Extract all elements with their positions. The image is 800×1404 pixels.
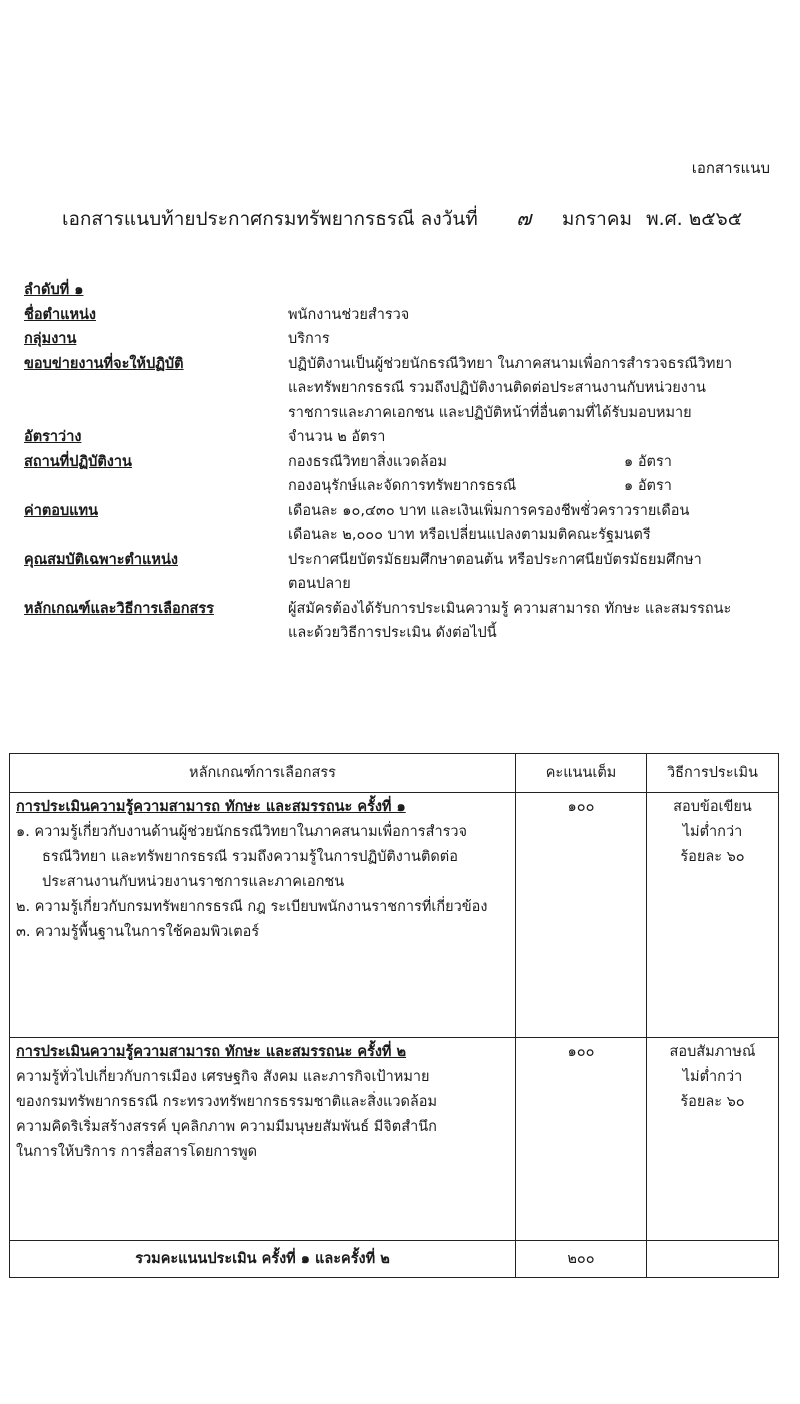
group-label: กลุ่มงาน (24, 331, 77, 347)
date-month: มกราคม (561, 208, 633, 230)
workplace-label: สถานที่ปฏิบัติงาน (24, 453, 132, 470)
total-method (647, 1241, 779, 1278)
method-line: สอบข้อเขียน (673, 799, 752, 815)
qualifications-line: ประกาศนียบัตรมัธยมศึกษาตอนต้น หรือประกาศนียบัตรมัธยมศึกษา (288, 551, 702, 568)
field-selection (24, 597, 784, 646)
criteria-item-text: ๑. ความรู้เกี่ยวกับงานด้านผู้ช่วยนักธรณีวิทยาในภาคสนามเพื่อการสำรวจ (16, 824, 468, 840)
criteria-item-text: ประสานงานกับหน่วยงานราชการและภาคเอกชน (42, 874, 345, 890)
compensation-value (288, 499, 784, 548)
method-line: สอบสัมภาษณ์ (669, 1044, 756, 1060)
qualifications-line: ตอนปลาย (288, 576, 351, 592)
vacancies-value: จำนวน ๒ อัตรา (288, 429, 386, 445)
attachment-label: เอกสารแนบ (691, 159, 770, 177)
table-row (10, 793, 779, 1038)
date-day: ๗ (516, 206, 532, 230)
scope-label: ขอบข่ายงานที่จะให้ปฏิบัติ (24, 355, 184, 372)
compensation-line: เดือนละ ๒,๐๐๐ บาท หรือเปลี่ยนแปลงตามมติคณะรัฐมนตรี (288, 527, 651, 543)
method-cell (647, 793, 779, 1038)
field-order (24, 278, 784, 303)
scope-value (288, 352, 784, 426)
qualifications-label: คุณสมบัติเฉพาะตำแหน่ง (24, 551, 178, 568)
criteria-line: ของกรมทรัพยากรธรณี กระทรวงทรัพยากรธรรมชาติและสิ่งแวดล้อม (16, 1094, 438, 1110)
selection-label: หลักเกณฑ์และวิธีการเลือกสรร (24, 600, 214, 617)
selection-criteria-table (9, 753, 779, 1278)
criteria-item: ๓. ความรู้พื้นฐานในการใช้คอมพิวเตอร์ (16, 924, 260, 940)
position-value: พนักงานช่วยสำรวจ (288, 306, 410, 323)
scope-line: และทรัพยากรธรณี รวมถึงปฏิบัติงานติดต่อประสานงานกับหน่วยงาน (288, 380, 706, 396)
field-group (24, 327, 784, 352)
header-full-score: คะแนนเต็ม (516, 754, 647, 793)
selection-value (288, 597, 784, 646)
criteria-cell (10, 793, 516, 1038)
field-qualifications (24, 548, 784, 597)
total-row (10, 1241, 779, 1278)
criteria-line: ความคิดริเริ่มสร้างสรรค์ บุคลิกภาพ ความมีมนุษยสัมพันธ์ มีจิตสำนึก (16, 1119, 437, 1135)
field-scope (24, 352, 784, 426)
field-workplace (24, 450, 784, 499)
method-line: ไม่ต่ำกว่า (682, 824, 743, 840)
workplace-count: ๑ อัตรา (624, 453, 672, 470)
workplace-row (288, 450, 784, 475)
field-vacancies (24, 425, 784, 450)
date-year: พ.ศ. ๒๕๖๕ (646, 208, 743, 230)
header-criteria: หลักเกณฑ์การเลือกสรร (10, 754, 516, 793)
vacancies-label: อัตราว่าง (24, 429, 82, 445)
workplace-count: ๑ อัตรา (624, 478, 672, 494)
total-label: รวมคะแนนประเมิน ครั้งที่ ๑ และครั้งที่ ๒ (10, 1241, 516, 1278)
workplace-value (288, 450, 784, 499)
order-label: ลำดับที่ ๑ (24, 282, 84, 298)
group-value: บริการ (288, 331, 330, 347)
section-title: การประเมินความรู้ความสามารถ ทักษะ และสมรรถนะ ครั้งที่ ๒ (16, 1044, 407, 1060)
criteria-item: ๒. ความรู้เกี่ยวกับกรมทรัพยากรธรณี กฎ ระเบียบพนักงานราชการที่เกี่ยวข้อง (16, 899, 488, 915)
criteria-cell (10, 1038, 516, 1241)
section-title: การประเมินความรู้ความสามารถ ทักษะ และสมรรถนะ ครั้งที่ ๑ (16, 799, 406, 815)
criteria-item (16, 820, 509, 895)
scope-line: ราชการและภาคเอกชน และปฏิบัติหน้าที่อื่นตามที่ได้รับมอบหมาย (288, 404, 692, 421)
criteria-item-text: ธรณีวิทยา และทรัพยากรธรณี รวมถึงความรู้ในการปฏิบัติงานติดต่อ (42, 849, 458, 865)
method-line: ร้อยละ ๖๐ (680, 1094, 745, 1110)
method-line: ไม่ต่ำกว่า (682, 1069, 743, 1085)
criteria-line: ความรู้ทั่วไปเกี่ยวกับการเมือง เศรษฐกิจ สังคม และภารกิจเป้าหมาย (16, 1069, 430, 1085)
table-header-row (10, 754, 779, 793)
table-row (10, 1038, 779, 1241)
position-details (24, 278, 784, 646)
field-compensation (24, 499, 784, 548)
field-position (24, 303, 784, 328)
compensation-line: เดือนละ ๑๐,๔๓๐ บาท และเงินเพิ่มการครองชีพชั่วคราวรายเดือน (288, 502, 690, 519)
title-prefix: เอกสารแนบท้ายประกาศกรมทรัพยากรธรณี ลงวันที่ (62, 208, 478, 230)
workplace-name: กองธรณีวิทยาสิ่งแวดล้อม (288, 453, 447, 470)
method-line: ร้อยละ ๖๐ (680, 849, 745, 865)
total-score: ๒๐๐ (516, 1241, 647, 1278)
workplace-row (288, 474, 784, 499)
criteria-line: ในการให้บริการ การสื่อสารโดยการพูด (16, 1144, 258, 1160)
workplace-name: กองอนุรักษ์และจัดการทรัพยากรธรณี (288, 478, 517, 494)
selection-line: ผู้สมัครต้องได้รับการประเมินความรู้ ความสามารถ ทักษะ และสมรรถนะ (288, 600, 732, 617)
document-title (62, 202, 742, 234)
score-cell: ๑๐๐ (516, 1038, 647, 1241)
position-label: ชื่อตำแหน่ง (24, 306, 97, 323)
scope-line: ปฏิบัติงานเป็นผู้ช่วยนักธรณีวิทยา ในภาคสนามเพื่อการสำรวจธรณีวิทยา (288, 355, 733, 372)
score-cell: ๑๐๐ (516, 793, 647, 1038)
compensation-label: ค่าตอบแทน (24, 502, 98, 519)
selection-line: และด้วยวิธีการประเมิน ดังต่อไปนี้ (288, 625, 497, 641)
header-method: วิธีการประเมิน (647, 754, 779, 793)
method-cell (647, 1038, 779, 1241)
qualifications-value (288, 548, 784, 597)
